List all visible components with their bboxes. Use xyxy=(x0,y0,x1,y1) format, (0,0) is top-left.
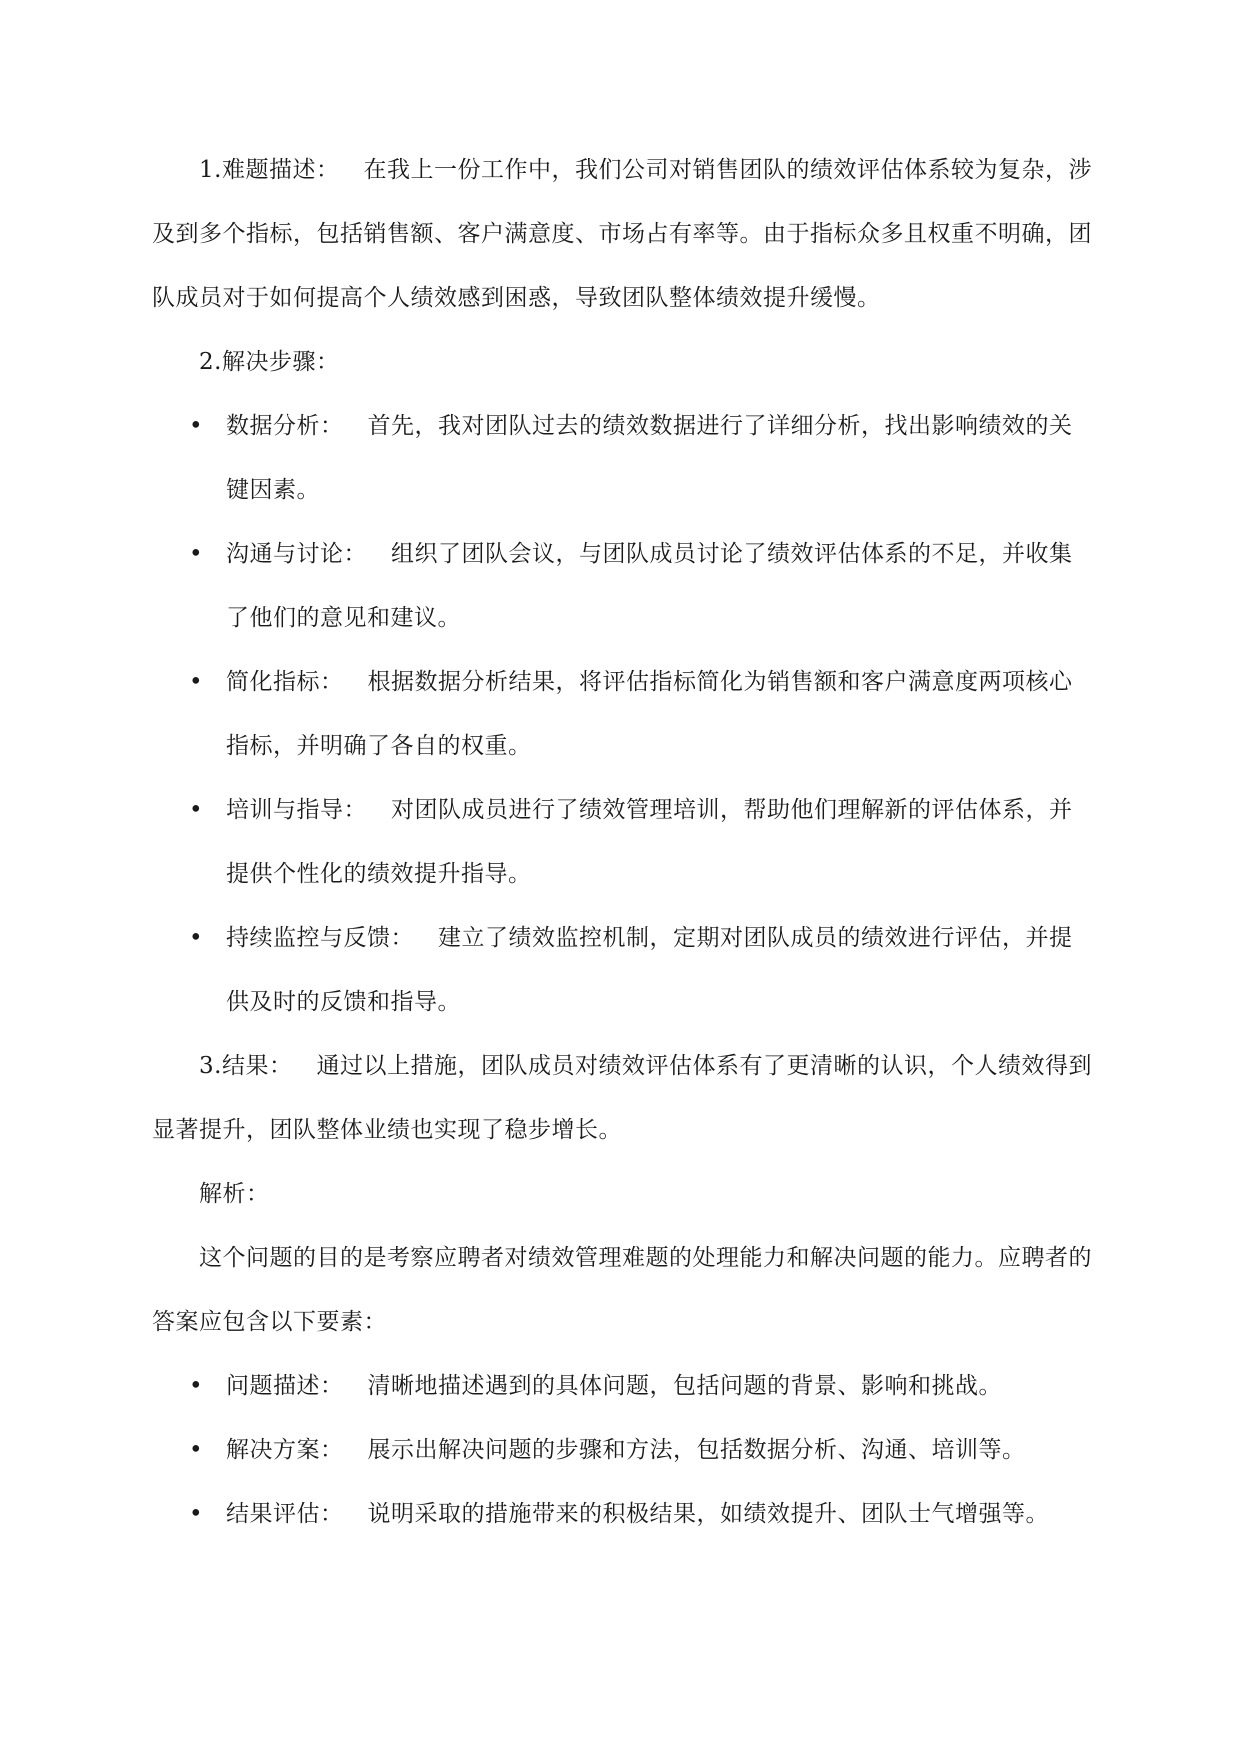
list-item-text: 首先，我对团队过去的绩效数据进行了详细分析，找出影响绩效的关键因素。 xyxy=(226,413,1073,503)
section-solution-title: 2.解决步骤： xyxy=(199,349,340,375)
list-item-text: 建立了绩效监控机制，定期对团队成员的绩效进行评估，并提供及时的反馈和指导。 xyxy=(226,925,1073,1015)
section-label: 3.结果： xyxy=(199,1053,293,1079)
bullet-icon: • xyxy=(188,1437,204,1463)
bullet-icon: • xyxy=(188,797,204,823)
list-item xyxy=(152,778,1092,906)
list-item-label: 持续监控与反馈： xyxy=(226,925,414,951)
bullet-icon: • xyxy=(188,541,204,567)
list-item-text: 展示出解决问题的步骤和方法，包括数据分析、沟通、培训等。 xyxy=(367,1437,1026,1463)
section-problem-description xyxy=(152,138,1092,330)
list-item xyxy=(152,522,1092,650)
list-item-label: 沟通与讨论： xyxy=(226,541,367,567)
list-item-label: 问题描述： xyxy=(226,1373,344,1399)
section-result xyxy=(152,1034,1092,1162)
list-item-label: 解决方案： xyxy=(226,1437,344,1463)
bullet-icon: • xyxy=(188,925,204,951)
list-item-text: 对团队成员进行了绩效管理培训，帮助他们理解新的评估体系，并提供个性化的绩效提升指导。 xyxy=(226,797,1073,887)
list-item-text: 根据数据分析结果，将评估指标简化为销售额和客户满意度两项核心指标，并明确了各自的权重。 xyxy=(226,669,1073,759)
list-item-text: 组织了团队会议，与团队成员讨论了绩效评估体系的不足，并收集了他们的意见和建议。 xyxy=(226,541,1073,631)
list-item xyxy=(152,1482,1092,1546)
analysis-intro: 这个问题的目的是考察应聘者对绩效管理难题的处理能力和解决问题的能力。应聘者的答案应包含以下要素： xyxy=(152,1245,1092,1335)
analysis-title: 解析： xyxy=(199,1181,270,1207)
list-item xyxy=(152,650,1092,778)
list-item xyxy=(152,1418,1092,1482)
list-item-text: 清晰地描述遇到的具体问题，包括问题的背景、影响和挑战。 xyxy=(367,1373,1002,1399)
section-text: 通过以上措施，团队成员对绩效评估体系有了更清晰的认识，个人绩效得到显著提升，团队整体业绩也实现了稳步增长。 xyxy=(152,1053,1092,1143)
section-label: 1.难题描述： xyxy=(199,157,340,183)
bullet-icon: • xyxy=(188,413,204,439)
list-item xyxy=(152,1354,1092,1418)
list-item-label: 数据分析： xyxy=(226,413,344,439)
bullet-icon: • xyxy=(188,1501,204,1527)
list-item-label: 培训与指导： xyxy=(226,797,367,823)
list-item xyxy=(152,394,1092,522)
list-item-label: 结果评估： xyxy=(226,1501,344,1527)
list-item-text: 说明采取的措施带来的积极结果，如绩效提升、团队士气增强等。 xyxy=(367,1501,1049,1527)
document-body xyxy=(152,138,1092,1546)
list-item-label: 简化指标： xyxy=(226,669,344,695)
section-text: 在我上一份工作中，我们公司对销售团队的绩效评估体系较为复杂，涉及到多个指标，包括销售额、客户满意度、市场占有率等。由于指标众多且权重不明确，团队成员对于如何提高个人绩效感到困惑，导致团队整体绩效提升缓慢。 xyxy=(152,157,1092,311)
bullet-icon: • xyxy=(188,1373,204,1399)
bullet-icon: • xyxy=(188,669,204,695)
list-item xyxy=(152,906,1092,1034)
